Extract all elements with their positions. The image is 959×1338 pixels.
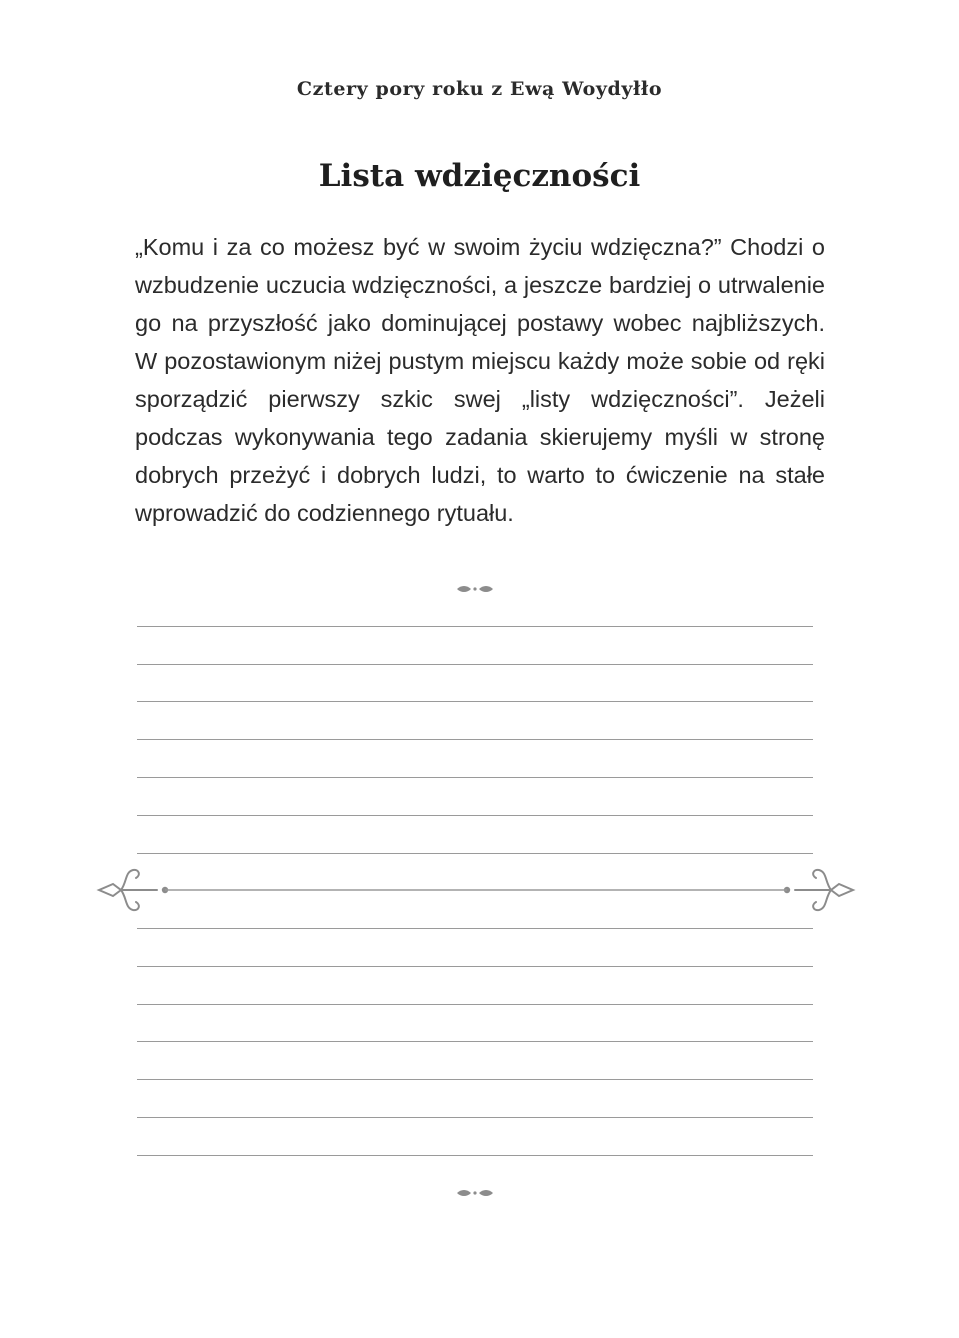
writing-line[interactable] [137,1041,813,1042]
writing-line[interactable] [137,1155,813,1156]
top-ornament-icon [455,583,495,595]
intro-paragraph: „Komu i za co możesz być w swoim życiu wdzięczna?” Chodzi o wzbudzenie uczucia wdzięczności, a jeszcze bardziej o utrwalenie go na przyszłość jako dominującej postawy wobec najbliższych. W pozostawionym niżej pustym miejscu każdy może sobie od ręki sporządzić pierwszy szkic swej „listy wdzięczności”. Jeżeli podczas wykonywania tego zadania skierujemy myśli w stronę dobrych przeżyć i dobrych ludzi, to warto to ćwiczenie na stałe wprowadzić do codziennego rytuału. [135,234,825,526]
writing-line[interactable] [137,1004,813,1005]
page-title: Lista wdzięczności [318,158,641,194]
writing-line[interactable] [137,626,813,627]
writing-line[interactable] [137,1117,813,1118]
writing-line[interactable] [137,1079,813,1080]
writing-line[interactable] [137,739,813,740]
running-header: Cztery pory roku z Ewą Woydyłło [296,78,663,100]
writing-line[interactable] [137,966,813,967]
writing-line[interactable] [137,928,813,929]
writing-line[interactable] [137,701,813,702]
writing-line[interactable] [137,664,813,665]
flourish-divider-icon [95,862,857,918]
writing-line[interactable] [137,853,813,854]
writing-line[interactable] [137,815,813,816]
bottom-ornament-icon [455,1187,495,1199]
writing-line[interactable] [137,777,813,778]
